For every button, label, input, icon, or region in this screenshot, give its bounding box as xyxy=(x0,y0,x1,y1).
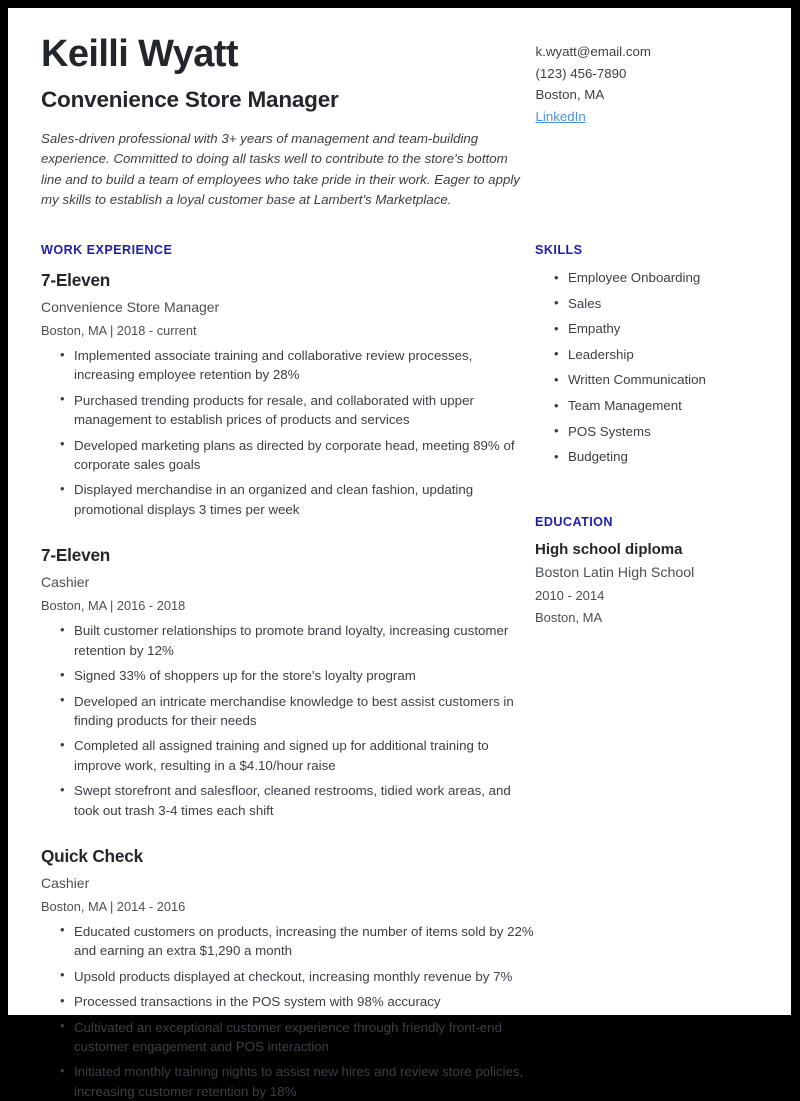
job-bullet: • Implemented associate training and collaborative review processes, increasing employee retention by 28% xyxy=(60,346,535,385)
contact-email: k.wyatt@email.com xyxy=(535,44,651,59)
skill-item: • Empathy xyxy=(554,320,758,339)
education-school: Boston Latin High School xyxy=(534,564,695,581)
resume-body xyxy=(41,243,758,1101)
job-location-dates: Boston, MA | 2014 - 2016 xyxy=(41,898,186,914)
contact-phone: (123) 456-7890 xyxy=(535,65,627,81)
skill-item: • Team Management xyxy=(554,397,758,416)
skills-section xyxy=(535,243,758,467)
job-bullet: • Initiated monthly training nights to assist new hires and review store policies, increasing customer retention by 18% xyxy=(60,1062,535,1101)
job-bullet: • Upsold products displayed at checkout, increasing monthly revenue by 7% xyxy=(60,967,535,986)
job-bullet: • Developed an intricate merchandise knowledge to best assist customers in finding products for their needs xyxy=(60,692,535,731)
job-bullet: • Completed all assigned training and signed up for additional training to improve work, resulting in a $4.10/hour raise xyxy=(60,736,535,775)
job-bullet: • Swept storefront and salesfloor, cleaned restrooms, tidied work areas, and took out trash 3-4 times each shift xyxy=(60,781,535,820)
education-section xyxy=(535,515,758,625)
professional-summary: Sales-driven professional with 3+ years of management and team-building experience. Committed to doing all tasks well to contribute to the store's bottom line and to build a team of employees who take pride in their work. Eager to apply my skills to establish a loyal customer base at Lambert's Marketplace. xyxy=(41,131,520,207)
job-title: Convenience Store Manager xyxy=(41,299,220,316)
contact-location: Boston, MA xyxy=(535,87,605,103)
job-bullets xyxy=(41,621,535,820)
job-entry xyxy=(41,545,535,820)
candidate-name: Keilli Wyatt xyxy=(41,33,238,75)
job-bullet: • Built customer relationships to promote brand loyalty, increasing customer retention by 12% xyxy=(60,621,535,660)
job-location-dates: Boston, MA | 2016 - 2018 xyxy=(41,598,186,614)
education-location: Boston, MA xyxy=(534,609,603,625)
job-entry xyxy=(41,270,535,519)
job-title: Cashier xyxy=(41,574,90,591)
header-identity xyxy=(41,34,535,210)
job-entry xyxy=(41,846,535,1101)
education-degree: High school diploma xyxy=(534,540,683,558)
section-title-skills: SKILLS xyxy=(534,243,583,258)
contact-block xyxy=(535,34,758,128)
job-bullet: • Purchased trending products for resale, and collaborated with upper management to establish prices of products and services xyxy=(60,391,535,430)
skills-list xyxy=(535,269,758,467)
job-company: Quick Check xyxy=(41,845,143,866)
job-bullets xyxy=(41,346,535,519)
job-title: Cashier xyxy=(41,874,90,891)
section-title-education: EDUCATION xyxy=(534,514,613,529)
side-column xyxy=(535,243,758,1101)
job-bullet: • Processed transactions in the POS system with 98% accuracy xyxy=(60,992,535,1011)
job-company: 7-Eleven xyxy=(41,545,111,566)
skill-item: • Leadership xyxy=(554,346,758,365)
job-location-dates: Boston, MA | 2018 - current xyxy=(41,323,197,339)
job-bullet: • Educated customers on products, increasing the number of items sold by 22% and earning an extra $1,290 a month xyxy=(60,922,535,961)
main-column xyxy=(41,243,535,1101)
candidate-headline: Convenience Store Manager xyxy=(41,87,339,113)
skill-item: • Written Communication xyxy=(554,371,758,390)
contact-link-row xyxy=(535,106,758,128)
skill-item: • POS Systems xyxy=(554,423,758,442)
resume-header xyxy=(41,34,758,210)
skill-item: • Sales xyxy=(554,295,758,314)
skill-item: • Employee Onboarding xyxy=(554,269,758,288)
job-bullet: • Developed marketing plans as directed by corporate head, meeting 89% of corporate sales goals xyxy=(60,436,535,475)
job-bullets xyxy=(41,922,535,1101)
job-company: 7-Eleven xyxy=(41,270,111,291)
job-bullet: • Displayed merchandise in an organized and clean fashion, updating promotional displays 3 times per week xyxy=(60,480,535,519)
skill-item: • Budgeting xyxy=(554,448,758,467)
resume-page xyxy=(8,8,791,1099)
section-title-work-experience: WORK EXPERIENCE xyxy=(41,243,173,258)
linkedin-link[interactable]: LinkedIn xyxy=(535,109,586,125)
job-bullet: • Signed 33% of shoppers up for the store's loyalty program xyxy=(60,666,535,685)
education-dates: 2010 - 2014 xyxy=(534,587,605,603)
job-bullet: • Cultivated an exceptional customer experience through friendly front-end customer engagement and POS interaction xyxy=(60,1018,535,1057)
